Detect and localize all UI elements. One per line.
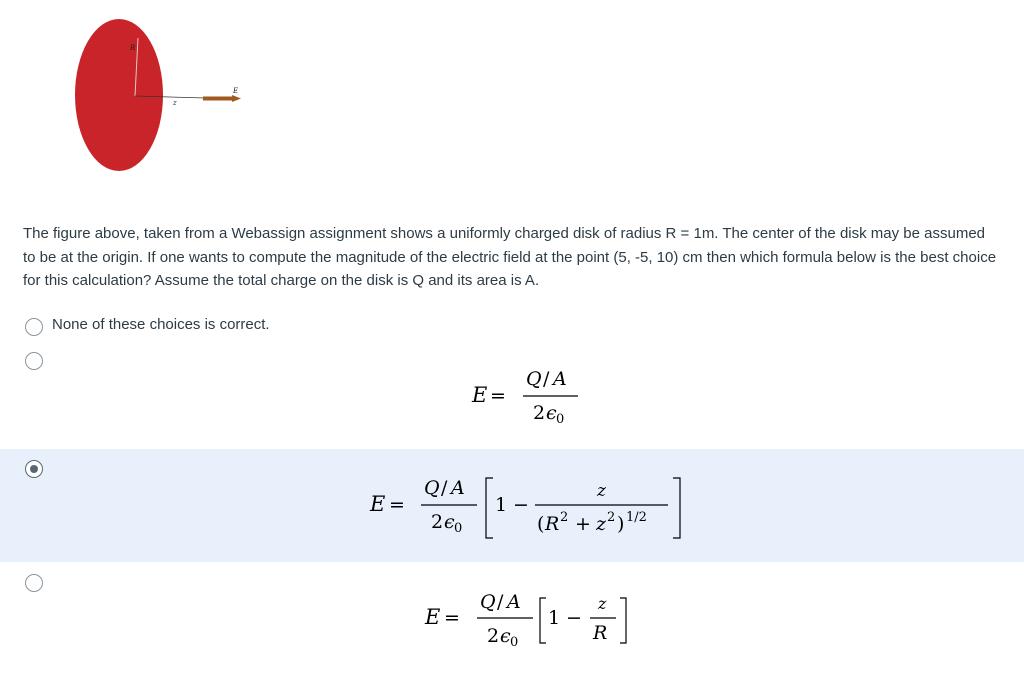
formula-e-simple [460, 365, 590, 425]
svg-text:A: A [507, 591, 521, 613]
charged-disk [75, 19, 163, 171]
answer-option-2[interactable] [0, 345, 1024, 445]
svg-text:0: 0 [556, 412, 565, 427]
svg-text:1: 1 [495, 494, 508, 516]
svg-text:−: − [513, 494, 529, 516]
answer-label: None of these choices is correct. [52, 316, 270, 333]
svg-text:Q: Q [526, 368, 542, 390]
label-R: R [130, 44, 136, 52]
svg-text:z: z [598, 594, 607, 613]
svg-text:0: 0 [510, 635, 519, 650]
svg-text:z: z [596, 513, 607, 535]
formula-e-approx [420, 581, 640, 661]
svg-text:Q: Q [424, 477, 440, 499]
svg-text:2: 2 [533, 402, 546, 424]
svg-text:/: / [543, 368, 550, 390]
svg-text:+: + [575, 513, 591, 535]
svg-text:2: 2 [431, 511, 444, 533]
answer-option-3[interactable] [0, 449, 1024, 562]
radio-button[interactable] [25, 318, 43, 336]
formula-e-disk-exact [365, 466, 695, 546]
svg-text:z: z [597, 481, 606, 501]
svg-text:2: 2 [607, 510, 616, 525]
svg-text:=: = [389, 494, 405, 516]
radio-button[interactable] [25, 352, 43, 370]
svg-text:R: R [545, 513, 560, 535]
svg-text:1/2: 1/2 [626, 510, 647, 525]
svg-text:/: / [441, 477, 448, 499]
answer-option-4[interactable] [0, 566, 1024, 681]
field-arrow-shaft [203, 97, 233, 101]
svg-text:2: 2 [487, 625, 500, 647]
svg-text:0: 0 [454, 521, 463, 536]
svg-text:R: R [593, 622, 608, 644]
svg-text:/: / [497, 591, 504, 613]
svg-text:2: 2 [560, 510, 569, 525]
svg-text:A: A [451, 477, 465, 499]
radio-button[interactable] [25, 460, 43, 478]
svg-text:=: = [444, 607, 460, 629]
label-z: z [173, 99, 177, 107]
svg-text:ϵ: ϵ [546, 402, 557, 424]
answer-option-1[interactable] [0, 315, 1024, 345]
svg-text:E: E [472, 383, 488, 407]
svg-text:1: 1 [548, 607, 561, 629]
svg-text:−: − [566, 607, 582, 629]
svg-text:Q: Q [480, 591, 496, 613]
label-E: E [233, 87, 239, 95]
charged-disk-figure [60, 10, 260, 180]
svg-text:ϵ: ϵ [500, 625, 511, 647]
question-text: The figure above, taken from a Webassign assignment shows a uniformly charged disk of radius R = 1m. The center of the disk may be assumed to be at the origin. If one wants to compute the magnitude of the electric field at the point (5, -5, 10) cm then which formula below is the best choice for this calculation? Assume the total charge on the disk is Q and its area is A. [23, 225, 997, 289]
svg-text:): ) [617, 513, 625, 535]
field-arrow-head [232, 95, 241, 102]
svg-text:ϵ: ϵ [444, 511, 455, 533]
svg-text:E: E [425, 605, 441, 629]
svg-text:(: ( [537, 513, 545, 535]
svg-text:E: E [370, 492, 386, 516]
radio-button[interactable] [25, 574, 43, 592]
svg-text:=: = [490, 385, 506, 407]
svg-text:A: A [553, 368, 567, 390]
